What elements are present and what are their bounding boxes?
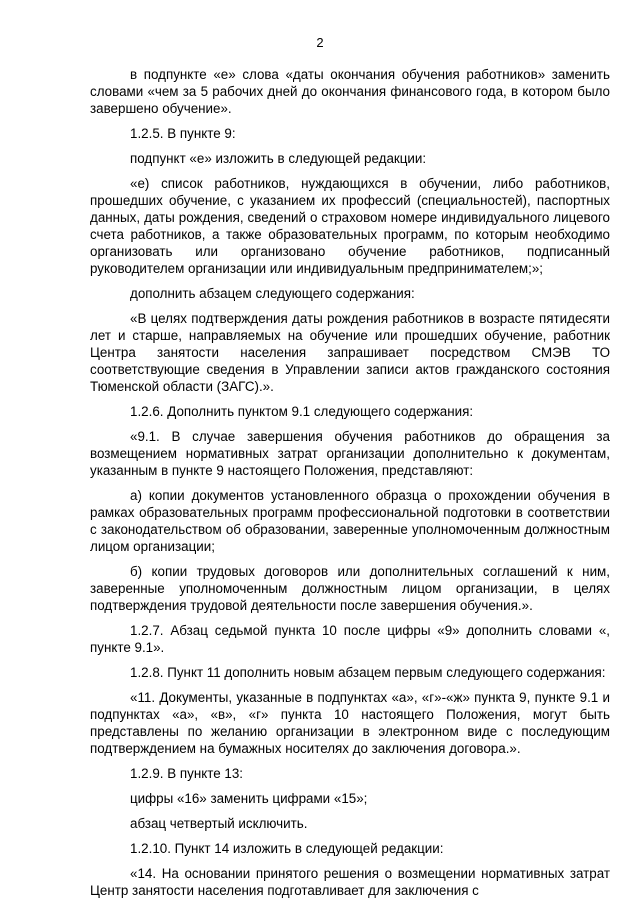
paragraph: «14. На основании принятого решения о возмещении нормативных затрат Центр занятости населения подготавливает для заключения с [90, 866, 610, 898]
paragraph: 1.2.10. Пункт 14 изложить в следующей редакции: [130, 841, 444, 856]
paragraph: подпункт «е» изложить в следующей редакции: [130, 151, 427, 166]
paragraph: 1.2.6. Дополнить пунктом 9.1 следующего содержания: [130, 404, 474, 419]
page-number: 2 [316, 35, 324, 50]
paragraph: 1.2.5. В пункте 9: [130, 126, 236, 141]
paragraph: 1.2.9. В пункте 13: [130, 766, 243, 781]
paragraph: дополнить абзацем следующего содержания: [130, 286, 415, 301]
paragraph: «9.1. В случае завершения обучения работников до обращения за возмещением нормативных затрат организации дополнительно к документам, указанным в пункте 9 настоящего Положения, представляют: [90, 429, 610, 478]
paragraph: а) копии документов установленного образца о прохождении обучения в рамках образовательных программ профессиональной подготовки в соответствии с законодательством об образовании, заверенные уполномоченным должностным лицом организации; [90, 488, 610, 554]
paragraph: «е) список работников, нуждающихся в обучении, либо работников, прошедших обучение, с указанием их профессий (специальностей), паспортных данных, даты рождения, сведений о страховом номере индивидуального лицевого счета работников, а также образовательных программ, по которым необходимо организовать или организовано обучение работников, подписанный руководителем организации или индивидуальным предпринимателем;»; [90, 176, 610, 276]
paragraph: абзац четвертый исключить. [130, 816, 308, 831]
paragraph: б) копии трудовых договоров или дополнительных соглашений к ним, заверенные уполномоченным должностным лицом организации, в целях подтверждения трудовой деятельности после завершения обучения.». [90, 564, 610, 613]
paragraph: 1.2.8. Пункт 11 дополнить новым абзацем первым следующего содержания: [130, 665, 606, 680]
document-body [90, 66, 610, 899]
paragraph: в подпункте «е» слова «даты окончания обучения работников» заменить словами «чем за 5 рабочих дней до окончания финансового года, в котором было завершено обучение». [90, 67, 610, 116]
paragraph: «11. Документы, указанные в подпунктах «а», «г»-«ж» пункта 9, пункте 9.1 и подпунктах «а», «в», «г» пункта 10 настоящего Положения, могут быть представлены по желанию организации в электронном виде с последующим подтверждением на бумажных носителях до заключения договора.». [90, 690, 610, 756]
paragraph: цифры «16» заменить цифрами «15»; [130, 791, 368, 806]
paragraph: «В целях подтверждения даты рождения работников в возрасте пятидесяти лет и старше, направляемых на обучение или прошедших обучение, работник Центра занятости населения запрашивает посредством СМЭВ ТО соответствующие сведения в Управлении записи актов гражданского состояния Тюменской области (ЗАГС).». [90, 311, 610, 394]
paragraph: 1.2.7. Абзац седьмой пункта 10 после цифры «9» дополнить словами «, пункте 9.1». [90, 623, 610, 655]
